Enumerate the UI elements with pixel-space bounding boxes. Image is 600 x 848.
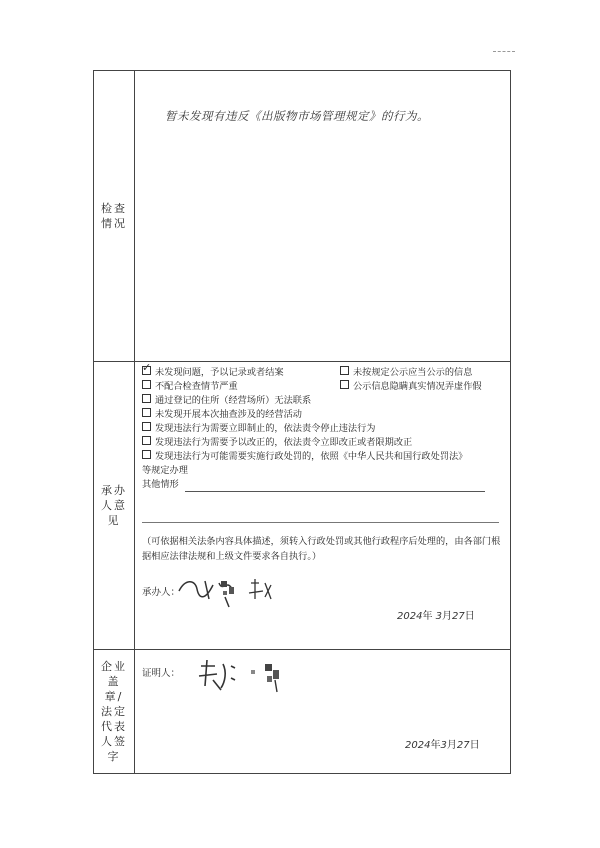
signature-date: 2024年3月27日 bbox=[405, 740, 480, 751]
inspection-form bbox=[93, 70, 511, 774]
option-item[interactable]: 未按规定公示应当公示的信息 bbox=[340, 366, 472, 380]
option-item[interactable]: 发现违法行为需要予以改正的，依法责令立即改正或者限期改正 bbox=[142, 436, 507, 450]
label-signature: 企业盖章/法定代表人签字 bbox=[94, 650, 135, 774]
inspection-finding: 暂未发现有违反《出版物市场管理规定》的行为。 bbox=[165, 109, 429, 123]
undertaker-date: 2024年 3月27日 bbox=[397, 611, 475, 622]
checkbox[interactable] bbox=[340, 380, 349, 389]
checkbox[interactable] bbox=[142, 436, 151, 445]
witness-label: 证明人： bbox=[142, 668, 181, 679]
option-item[interactable]: 未发现开展本次抽查涉及的经营活动 bbox=[142, 408, 507, 422]
option-item[interactable]: 发现违法行为可能需要实施行政处罚的，依照《中华人民共和国行政处罚法》 bbox=[142, 450, 507, 464]
witness-signature bbox=[195, 656, 315, 696]
handwritten-signature bbox=[175, 571, 285, 611]
label-opinion: 承办人意见 bbox=[94, 362, 135, 650]
opinion-content bbox=[135, 362, 511, 650]
checkbox[interactable] bbox=[142, 380, 151, 389]
option-item[interactable]: 公示信息隐瞒真实情况弄虚作假 bbox=[340, 380, 482, 394]
checkbox[interactable] bbox=[142, 394, 151, 403]
inspection-content bbox=[135, 71, 511, 362]
checkbox[interactable] bbox=[142, 450, 151, 459]
checkbox[interactable] bbox=[142, 422, 151, 431]
page-corner-mark bbox=[493, 51, 515, 53]
checkbox[interactable] bbox=[142, 408, 151, 417]
undertaker-label: 承办人： bbox=[142, 587, 181, 598]
other-situation: 其他情形 bbox=[142, 478, 507, 492]
option-item[interactable]: 不配合检查情节严重 bbox=[142, 380, 340, 394]
option-item[interactable]: 发现违法行为需要立即制止的，依法责令停止违法行为 bbox=[142, 422, 507, 436]
option-item[interactable]: ✓未发现问题，予以记录或者结案 bbox=[142, 366, 340, 380]
signature-content bbox=[135, 650, 511, 774]
option-item[interactable]: 通过登记的住所（经营场所）无法联系 bbox=[142, 394, 507, 408]
checkbox-checked[interactable] bbox=[142, 366, 151, 375]
label-inspection: 检查情况 bbox=[94, 71, 135, 362]
checkbox[interactable] bbox=[340, 366, 349, 375]
option-continuation: 等规定办理 bbox=[142, 465, 188, 476]
option-list bbox=[142, 366, 507, 492]
other-input-line[interactable] bbox=[185, 481, 485, 492]
instruction-note: （可依据相关法条内容具体描述，须转入行政处罚或其他行政程序后处理的，由各部门根据相应法律法规和上级文件要求各自执行。） bbox=[142, 536, 501, 562]
divider-line bbox=[142, 522, 499, 523]
